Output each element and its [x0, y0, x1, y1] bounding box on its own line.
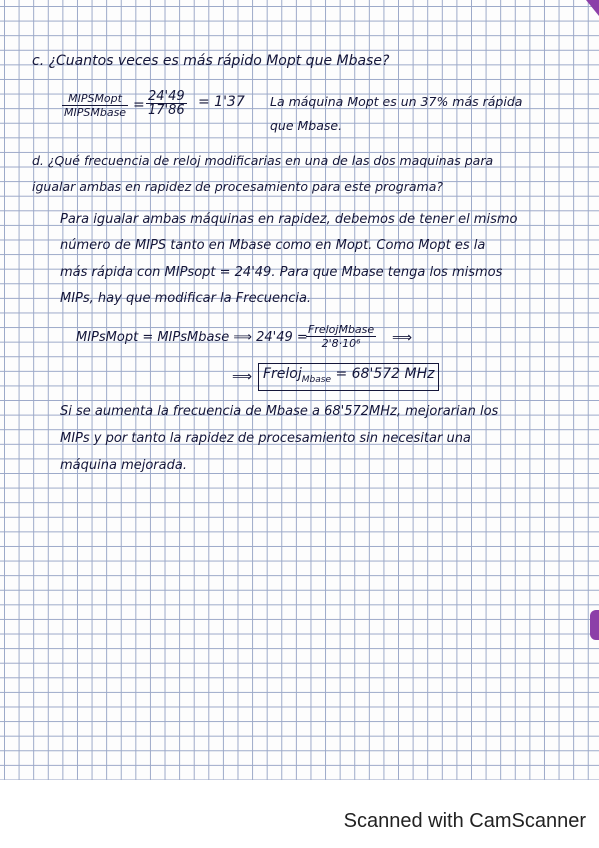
answer-c-line2: que Mbase. [270, 118, 343, 133]
mbase-value: 17'86 [148, 103, 185, 118]
mips-mbase-label: MIPSMbase [64, 106, 127, 119]
equals-sign: = [133, 97, 145, 113]
freloj-mbase-label: FrelojMbase [308, 323, 375, 336]
scanner-watermark: Scanned with CamScanner [343, 810, 586, 832]
answer-c-line1: La máquina Mopt es un 37% más rápida [270, 94, 523, 109]
instruction-count: 2'8·10⁶ [321, 337, 361, 350]
conclusion-line1: Si se aumenta la frecuencia de Mbase a 68'572MHz, mejorarian los [60, 404, 499, 419]
question-c-prompt: c. ¿Cuantos veces es más rápido Mopt que Mbase? [32, 53, 390, 69]
answer-d-line1: Para igualar ambas máquinas en rapidez, debemos de tener el mismo [60, 212, 518, 227]
equation-arrow: ⟹ [392, 330, 413, 346]
answer-d-line2: número de MIPS tanto en Mbase como en Mopt. Como Mopt es la [60, 238, 486, 253]
frequency-result-box [258, 363, 439, 391]
conclusion-line2: MIPs y por tanto la rapidez de procesamiento sin necesitar una [60, 431, 471, 446]
conclusion-line3: máquina mejorada. [60, 458, 187, 473]
frequency-value: = 68'572 MHz [335, 366, 435, 382]
frequency-equation: MIPsMopt = MIPsMbase ⟹ 24'49 = [76, 330, 308, 345]
answer-d-line3: más rápida con MIPsopt = 24'49. Para que Mbase tenga los mismos [60, 265, 503, 280]
question-d-prompt-line1: d. ¿Qué frecuencia de reloj modificarias en una de las dos maquinas para [32, 153, 494, 168]
page-edge-tab [590, 610, 599, 640]
frequency-fraction [306, 323, 376, 350]
mips-mopt-label: MIPSMopt [62, 92, 128, 106]
freloj-label: Freloj [263, 366, 302, 382]
answer-d-line4: MIPs, hay que modificar la Frecuencia. [60, 291, 312, 306]
mbase-subscript: Mbase [301, 374, 332, 385]
mopt-value: 24'49 [148, 89, 185, 104]
value-ratio-fraction [146, 90, 187, 117]
ratio-result: = 1'37 [198, 94, 245, 110]
result-arrow: ⟹ [232, 369, 253, 385]
page-corner-mark [586, 0, 599, 16]
question-d-prompt-line2: igualar ambas en rapidez de procesamiento para este programa? [32, 179, 444, 194]
mips-ratio-fraction [62, 92, 128, 119]
